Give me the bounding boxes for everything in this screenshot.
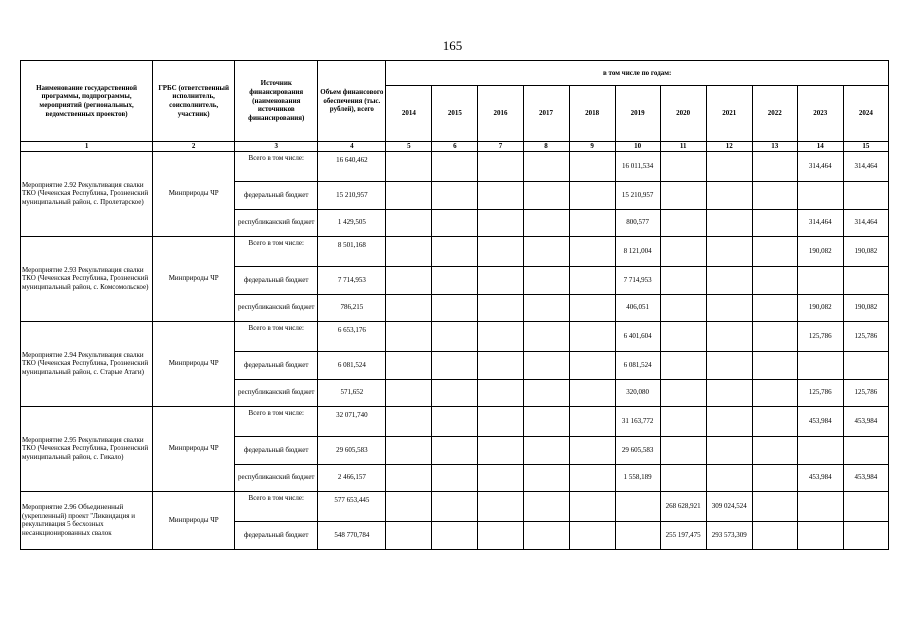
year-cell-2016 [478, 294, 523, 321]
year-cell-2023: 190,082 [797, 294, 843, 321]
year-cell-2023 [797, 521, 843, 549]
year-cell-2015 [432, 351, 478, 379]
funding-source: республиканский бюджет [235, 294, 318, 321]
year-cell-2021 [706, 406, 752, 436]
funding-total: 7 714,953 [318, 266, 386, 294]
funding-total: 2 466,157 [318, 464, 386, 491]
year-cell-2022 [752, 181, 797, 209]
year-cell-2019: 16 011,534 [615, 151, 660, 181]
year-cell-2019: 406,051 [615, 294, 660, 321]
year-cell-2014 [386, 521, 432, 549]
column-number: 4 [318, 142, 386, 152]
funding-source: Всего в том числе: [235, 321, 318, 351]
year-cell-2018 [569, 209, 615, 236]
header-year-2022: 2022 [752, 86, 797, 142]
funding-total: 29 605,583 [318, 436, 386, 464]
year-cell-2019: 1 558,189 [615, 464, 660, 491]
year-cell-2020 [660, 266, 706, 294]
year-cell-2022 [752, 464, 797, 491]
year-cell-2015 [432, 209, 478, 236]
year-cell-2019: 7 714,953 [615, 266, 660, 294]
year-cell-2020 [660, 236, 706, 266]
year-cell-2024 [843, 491, 888, 521]
year-cell-2020 [660, 406, 706, 436]
year-cell-2014 [386, 266, 432, 294]
year-cell-2016 [478, 436, 523, 464]
year-cell-2023 [797, 266, 843, 294]
header-year-2018: 2018 [569, 86, 615, 142]
year-cell-2018 [569, 151, 615, 181]
year-cell-2024: 125,786 [843, 321, 888, 351]
year-cell-2021: 309 024,524 [706, 491, 752, 521]
year-cell-2020 [660, 379, 706, 406]
year-cell-2019: 320,080 [615, 379, 660, 406]
year-cell-2019: 31 163,772 [615, 406, 660, 436]
funding-source: Всего в том числе: [235, 151, 318, 181]
year-cell-2018 [569, 521, 615, 549]
year-cell-2016 [478, 379, 523, 406]
measure-grbs: Минприроды ЧР [153, 491, 235, 549]
year-cell-2021 [706, 294, 752, 321]
year-cell-2022 [752, 406, 797, 436]
year-cell-2016 [478, 181, 523, 209]
funding-total: 16 640,462 [318, 151, 386, 181]
year-cell-2015 [432, 294, 478, 321]
funding-source: республиканский бюджет [235, 464, 318, 491]
year-cell-2021 [706, 351, 752, 379]
year-cell-2014 [386, 181, 432, 209]
year-cell-2022 [752, 266, 797, 294]
header-year-2015: 2015 [432, 86, 478, 142]
year-cell-2017 [523, 436, 569, 464]
year-cell-2023: 453,984 [797, 406, 843, 436]
table-row [21, 491, 889, 521]
year-cell-2016 [478, 236, 523, 266]
year-cell-2016 [478, 351, 523, 379]
year-cell-2024 [843, 351, 888, 379]
table-row [21, 236, 889, 266]
year-cell-2019: 8 121,004 [615, 236, 660, 266]
year-cell-2018 [569, 406, 615, 436]
year-cell-2022 [752, 521, 797, 549]
year-cell-2020 [660, 181, 706, 209]
column-number: 6 [432, 142, 478, 152]
page-number: 165 [442, 38, 463, 53]
funding-source: Всего в том числе: [235, 406, 318, 436]
year-cell-2014 [386, 491, 432, 521]
year-cell-2018 [569, 321, 615, 351]
funding-total: 548 770,784 [318, 521, 386, 549]
year-cell-2017 [523, 406, 569, 436]
measure-grbs: Минприроды ЧР [153, 321, 235, 406]
year-cell-2014 [386, 436, 432, 464]
year-cell-2019: 800,577 [615, 209, 660, 236]
year-cell-2015 [432, 406, 478, 436]
year-cell-2022 [752, 294, 797, 321]
measure-name: Мероприятие 2.94 Рекультивация свалки ТКО (Чеченская Республика, Грозненский муниципальный район, с. Старые Атаги) [21, 321, 153, 406]
header-year-2024: 2024 [843, 86, 888, 142]
year-cell-2017 [523, 491, 569, 521]
year-cell-2020 [660, 436, 706, 464]
header-name: Наименование государственной программы, подпрограммы, мероприятий (региональных, ведомственных проектов) [21, 61, 153, 142]
funding-total: 571,652 [318, 379, 386, 406]
year-cell-2018 [569, 181, 615, 209]
funding-total: 6 653,176 [318, 321, 386, 351]
year-cell-2014 [386, 209, 432, 236]
year-cell-2021 [706, 436, 752, 464]
header-by-years: в том числе по годам: [386, 61, 889, 86]
column-number: 3 [235, 142, 318, 152]
year-cell-2017 [523, 151, 569, 181]
year-cell-2019: 29 605,583 [615, 436, 660, 464]
funding-total: 6 081,524 [318, 351, 386, 379]
year-cell-2014 [386, 351, 432, 379]
column-number: 2 [153, 142, 235, 152]
year-cell-2021: 293 573,309 [706, 521, 752, 549]
column-number: 13 [752, 142, 797, 152]
funding-source: Всего в том числе: [235, 236, 318, 266]
funding-source: федеральный бюджет [235, 351, 318, 379]
measure-name: Мероприятие 2.93 Рекультивация свалки ТКО (Чеченская Республика, Грозненский муниципальный район, с. Комсомольское) [21, 236, 153, 321]
header-year-2014: 2014 [386, 86, 432, 142]
year-cell-2024: 314,464 [843, 209, 888, 236]
year-cell-2014 [386, 379, 432, 406]
year-cell-2024: 190,082 [843, 294, 888, 321]
year-cell-2021 [706, 266, 752, 294]
year-cell-2020 [660, 464, 706, 491]
year-cell-2018 [569, 491, 615, 521]
column-number: 14 [797, 142, 843, 152]
funding-total: 8 501,168 [318, 236, 386, 266]
year-cell-2016 [478, 266, 523, 294]
year-cell-2022 [752, 379, 797, 406]
year-cell-2018 [569, 379, 615, 406]
year-cell-2014 [386, 236, 432, 266]
year-cell-2017 [523, 464, 569, 491]
year-cell-2020: 268 628,921 [660, 491, 706, 521]
year-cell-2017 [523, 236, 569, 266]
header-grbs: ГРБС (ответственный исполнитель, соисполнитель, участник) [153, 61, 235, 142]
column-number: 10 [615, 142, 660, 152]
column-number: 1 [21, 142, 153, 152]
year-cell-2023 [797, 491, 843, 521]
year-cell-2023: 190,082 [797, 236, 843, 266]
year-cell-2015 [432, 236, 478, 266]
year-cell-2014 [386, 464, 432, 491]
year-cell-2021 [706, 321, 752, 351]
year-cell-2018 [569, 266, 615, 294]
financing-table [20, 60, 889, 550]
year-cell-2016 [478, 209, 523, 236]
year-cell-2024 [843, 436, 888, 464]
year-cell-2017 [523, 266, 569, 294]
measure-grbs: Минприроды ЧР [153, 406, 235, 491]
year-cell-2020 [660, 209, 706, 236]
year-cell-2023 [797, 181, 843, 209]
year-cell-2019 [615, 491, 660, 521]
year-cell-2020 [660, 294, 706, 321]
measure-grbs: Минприроды ЧР [153, 151, 235, 236]
year-cell-2018 [569, 351, 615, 379]
funding-source: федеральный бюджет [235, 521, 318, 549]
year-cell-2016 [478, 521, 523, 549]
year-cell-2015 [432, 321, 478, 351]
year-cell-2021 [706, 236, 752, 266]
column-number: 12 [706, 142, 752, 152]
year-cell-2023: 125,786 [797, 379, 843, 406]
year-cell-2022 [752, 209, 797, 236]
year-cell-2024: 453,984 [843, 464, 888, 491]
column-number: 15 [843, 142, 888, 152]
year-cell-2019 [615, 521, 660, 549]
year-cell-2020 [660, 321, 706, 351]
header-source: Источник финансирования (наименования источников финансирования) [235, 61, 318, 142]
header-year-2020: 2020 [660, 86, 706, 142]
year-cell-2018 [569, 236, 615, 266]
funding-total: 32 071,740 [318, 406, 386, 436]
year-cell-2016 [478, 321, 523, 351]
year-cell-2017 [523, 521, 569, 549]
header-year-2019: 2019 [615, 86, 660, 142]
funding-total: 1 429,505 [318, 209, 386, 236]
year-cell-2017 [523, 321, 569, 351]
funding-source: республиканский бюджет [235, 379, 318, 406]
funding-source: Всего в том числе: [235, 491, 318, 521]
column-number: 9 [569, 142, 615, 152]
year-cell-2016 [478, 464, 523, 491]
year-cell-2023 [797, 436, 843, 464]
measure-grbs: Минприроды ЧР [153, 236, 235, 321]
funding-total: 577 653,445 [318, 491, 386, 521]
measure-name: Мероприятие 2.96 Объединенный (укрепленный) проект "Ликвидация и рекультивация 5 бесхозных несанкционированных свалок [21, 491, 153, 549]
year-cell-2020 [660, 151, 706, 181]
year-cell-2017 [523, 209, 569, 236]
year-cell-2024: 314,464 [843, 151, 888, 181]
year-cell-2015 [432, 464, 478, 491]
year-cell-2022 [752, 236, 797, 266]
year-cell-2024 [843, 521, 888, 549]
header-year-2017: 2017 [523, 86, 569, 142]
year-cell-2015 [432, 266, 478, 294]
year-cell-2016 [478, 406, 523, 436]
year-cell-2021 [706, 464, 752, 491]
funding-source: федеральный бюджет [235, 266, 318, 294]
year-cell-2020 [660, 351, 706, 379]
year-cell-2023 [797, 351, 843, 379]
year-cell-2019: 15 210,957 [615, 181, 660, 209]
year-cell-2023: 314,464 [797, 151, 843, 181]
year-cell-2019: 6 401,604 [615, 321, 660, 351]
year-cell-2021 [706, 181, 752, 209]
year-cell-2017 [523, 351, 569, 379]
year-cell-2024: 453,984 [843, 406, 888, 436]
funding-source: федеральный бюджет [235, 436, 318, 464]
funding-total: 15 210,957 [318, 181, 386, 209]
year-cell-2024: 125,786 [843, 379, 888, 406]
year-cell-2015 [432, 151, 478, 181]
year-cell-2022 [752, 151, 797, 181]
year-cell-2014 [386, 406, 432, 436]
column-number: 7 [478, 142, 523, 152]
year-cell-2016 [478, 491, 523, 521]
table-row [21, 406, 889, 436]
header-total: Объем финансового обеспечения (тыс. рублей), всего [318, 61, 386, 142]
funding-total: 786,215 [318, 294, 386, 321]
year-cell-2018 [569, 436, 615, 464]
year-cell-2018 [569, 294, 615, 321]
year-cell-2015 [432, 181, 478, 209]
measure-name: Мероприятие 2.92 Рекультивация свалки ТКО (Чеченская Республика, Грозненский муниципальный район, с. Пролетарское) [21, 151, 153, 236]
year-cell-2014 [386, 151, 432, 181]
year-cell-2014 [386, 321, 432, 351]
year-cell-2017 [523, 379, 569, 406]
year-cell-2023: 314,464 [797, 209, 843, 236]
year-cell-2024 [843, 266, 888, 294]
year-cell-2015 [432, 491, 478, 521]
year-cell-2023: 125,786 [797, 321, 843, 351]
year-cell-2020: 255 197,475 [660, 521, 706, 549]
year-cell-2021 [706, 151, 752, 181]
year-cell-2015 [432, 436, 478, 464]
funding-source: республиканский бюджет [235, 209, 318, 236]
year-cell-2024: 190,082 [843, 236, 888, 266]
measure-name: Мероприятие 2.95 Рекультивация свалки ТКО (Чеченская Республика, Грозненский муниципальный район, с. Гикало) [21, 406, 153, 491]
year-cell-2015 [432, 379, 478, 406]
column-number: 5 [386, 142, 432, 152]
funding-source: федеральный бюджет [235, 181, 318, 209]
table-row [21, 151, 889, 181]
year-cell-2022 [752, 491, 797, 521]
header-year-2023: 2023 [797, 86, 843, 142]
year-cell-2018 [569, 464, 615, 491]
year-cell-2021 [706, 379, 752, 406]
table-row [21, 321, 889, 351]
year-cell-2019: 6 081,524 [615, 351, 660, 379]
column-number: 8 [523, 142, 569, 152]
year-cell-2015 [432, 521, 478, 549]
header-year-2021: 2021 [706, 86, 752, 142]
year-cell-2014 [386, 294, 432, 321]
year-cell-2022 [752, 321, 797, 351]
year-cell-2024 [843, 181, 888, 209]
year-cell-2023: 453,984 [797, 464, 843, 491]
year-cell-2022 [752, 351, 797, 379]
column-number: 11 [660, 142, 706, 152]
header-year-2016: 2016 [478, 86, 523, 142]
year-cell-2016 [478, 151, 523, 181]
year-cell-2017 [523, 181, 569, 209]
year-cell-2017 [523, 294, 569, 321]
year-cell-2021 [706, 209, 752, 236]
year-cell-2022 [752, 436, 797, 464]
